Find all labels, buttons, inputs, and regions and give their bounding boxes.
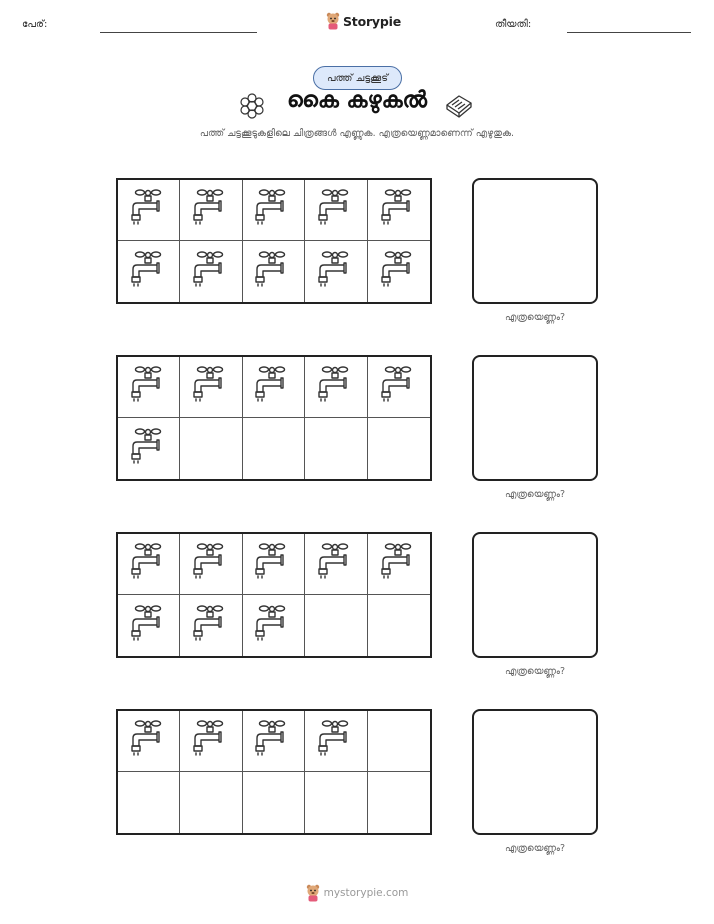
page-title: കൈ കഴുകൽ [286,88,428,113]
ten-frame-cell [305,772,367,833]
tap-icon [253,250,293,294]
tap-icon [253,719,293,763]
ten-frame-cell [243,418,305,479]
answer-prompt: എത്രയെണ്ണം? [504,312,566,323]
bear-mascot-icon [326,12,340,30]
ten-frame [116,532,432,658]
tap-icon [191,604,231,648]
ten-frame-cell [368,357,430,418]
ten-frame-cell [368,534,430,595]
ten-frame-cell [180,180,242,241]
ten-frame-cell [243,357,305,418]
answer-box[interactable] [472,178,598,304]
instructions: പത്ത് ചട്ടക്കൂടുകളിലെ ചിത്രങ്ങൾ എണ്ണുക. എത്രയെണ്ണമാണെന്ന് എഴുതുക. [199,128,515,139]
ten-frame-cell [305,357,367,418]
worksheet-badge: പത്ത് ചട്ടക്കൂട് [313,66,402,90]
ten-frame-cell [118,711,180,772]
ten-frame-cell [368,180,430,241]
name-line[interactable] [100,32,257,33]
ten-frame-cell [118,180,180,241]
tap-icon [316,365,356,409]
tap-icon [129,719,169,763]
ten-frame-cell [305,241,367,302]
date-label: തീയതി: [495,19,532,30]
bear-mascot-icon [306,884,320,902]
tap-icon [129,365,169,409]
date-line[interactable] [567,32,691,33]
tap-icon [191,188,231,232]
tap-icon [253,188,293,232]
ten-frame-cell [118,534,180,595]
name-label: പേര്: [22,19,48,30]
ten-frame-cell [243,241,305,302]
tap-icon [191,250,231,294]
ten-frame-cell [368,418,430,479]
ten-frame [116,355,432,481]
tap-icon [253,365,293,409]
ten-frame-cell [118,241,180,302]
answer-box[interactable] [472,532,598,658]
answer-prompt: എത്രയെണ്ണം? [504,489,566,500]
footer-url[interactable]: mystorypie.com [323,887,409,899]
answer-box[interactable] [472,709,598,835]
ten-frame-cell [118,772,180,833]
tap-icon [379,188,419,232]
brand-logo [326,12,401,30]
tap-icon [379,250,419,294]
ten-frame-cell [368,711,430,772]
ten-frame-cell [180,241,242,302]
footer [0,884,714,902]
answer-prompt: എത്രയെണ്ണം? [504,843,566,854]
ten-frame-cell [368,241,430,302]
tap-icon [253,542,293,586]
tap-icon [379,542,419,586]
ten-frame-cell [305,180,367,241]
ten-frame-cell [243,711,305,772]
ten-frame-cell [243,595,305,656]
ten-frame [116,178,432,304]
tap-icon [191,365,231,409]
tap-icon [316,542,356,586]
answer-box[interactable] [472,355,598,481]
tap-icon [191,542,231,586]
tap-icon [129,604,169,648]
ten-frame-cell [118,418,180,479]
ten-frame-cell [243,180,305,241]
answer-prompt: എത്രയെണ്ണം? [504,666,566,677]
ten-frame-cell [180,534,242,595]
tap-icon [316,250,356,294]
ten-frame-cell [118,357,180,418]
tap-icon [253,604,293,648]
tap-icon [379,365,419,409]
ten-frame-cell [305,534,367,595]
tap-icon [129,250,169,294]
tap-icon [191,719,231,763]
ten-frame-cell [305,711,367,772]
soap-bar-icon [444,91,474,119]
tap-icon [129,542,169,586]
ten-frame-cell [243,772,305,833]
ten-frame [116,709,432,835]
ten-frame-cell [243,534,305,595]
ten-frame-cell [368,772,430,833]
ten-frame-cell [118,595,180,656]
ten-frame-cell [305,418,367,479]
ten-frame-cell [180,772,242,833]
ten-frame-cell [368,595,430,656]
tap-icon [316,188,356,232]
ten-frame-cell [180,418,242,479]
tap-icon [316,719,356,763]
ten-frame-cell [180,711,242,772]
brand-name: Storypie [343,13,401,29]
tap-icon [129,188,169,232]
ten-frame-cell [180,595,242,656]
ten-frame-cell [305,595,367,656]
tap-icon [129,427,169,471]
ten-frame-cell [180,357,242,418]
